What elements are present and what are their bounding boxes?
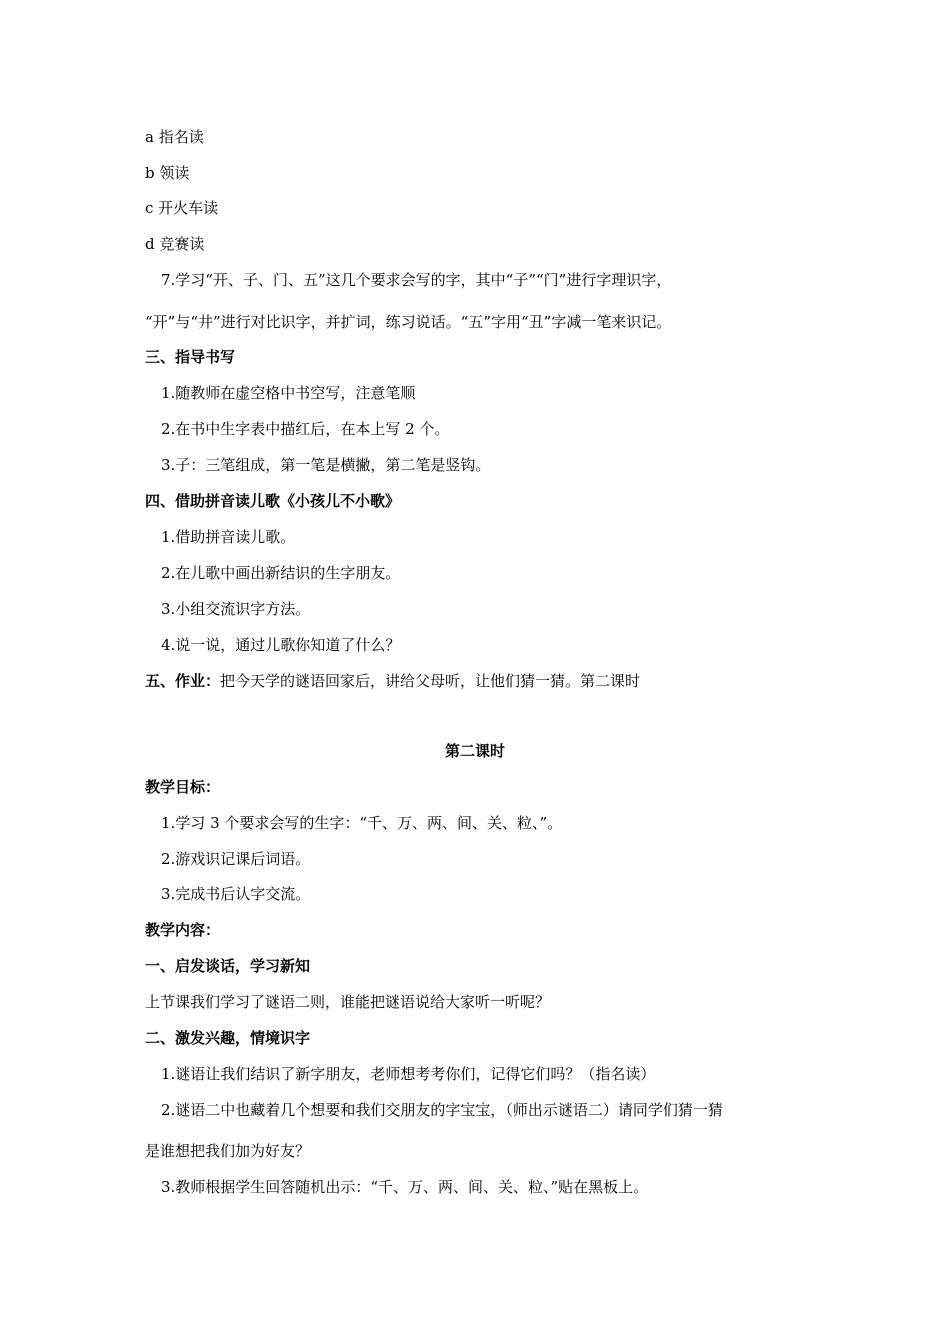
section3-item-2: 2.在书中生字表中描红后，在本上写 2 个。 [161,420,450,438]
step2-heading: 二、激发兴趣，情境识字 [145,1029,311,1047]
section4-item-2: 2.在儿歌中画出新结识的生字朋友。 [161,564,401,582]
section4-item-1: 1.借助拼音读儿歌。 [161,528,296,546]
item7-line1: 7.学习“开、子、门、五”这几个要求会写的字，其中“子”“门”进行字理识字， [161,271,672,289]
section4-item-3: 3.小组交流识字方法。 [161,600,311,618]
content-heading: 教学内容： [145,921,221,939]
goal-1: 1.学习 3 个要求会写的生字：“千、万、两、间、关、粒、”。 [161,814,563,832]
item7-line2: “开”与“井”进行对比识字，并扩词，练习说话。“五”字用“丑”字减一笔来识记。 [145,313,672,331]
read-method-d: d 竞赛读 [145,235,205,253]
section5-text: 把今天学的谜语回家后，讲给父母听，让他们猜一猜。第二课时 [220,672,641,690]
step1-heading: 一、启发谈话，学习新知 [145,957,311,975]
section5-label: 五、作业： [145,672,221,690]
section4-heading: 四、借助拼音读儿歌《小孩儿不小歌》 [145,492,401,510]
lesson2-title: 第二课时 [444,742,505,760]
goals-heading: 教学目标： [145,778,221,796]
read-method-a: a 指名读 [145,128,204,146]
goal-3: 3.完成书后认字交流。 [161,885,311,903]
section3-item-1: 1.随教师在虚空格中书空写，注意笔顺 [161,384,416,402]
read-method-c: c 开火车读 [145,199,219,217]
section4-item-4: 4.说一说，通过儿歌你知道了什么？ [161,636,401,654]
step1-text: 上节课我们学习了谜语二则，谁能把谜语说给大家听一听呢？ [145,993,551,1011]
step2-item-1: 1.谜语让我们结识了新字朋友，老师想考考你们，记得它们吗？（指名读） [161,1065,656,1083]
read-method-b: b 领读 [145,164,190,182]
step2-item-2-line2: 是谁想把我们加为好友？ [145,1142,311,1160]
step2-item-2-line1: 2.谜语二中也藏着几个想要和我们交朋友的字宝宝，（师出示谜语二）请同学们猜一猜 [161,1101,723,1119]
section5-line [145,671,640,691]
goal-2: 2.游戏识记课后词语。 [161,850,311,868]
section3-item-3: 3.子：三笔组成，第一笔是横撇，第二笔是竖钩。 [161,456,491,474]
section3-heading: 三、指导书写 [145,348,236,366]
step2-item-3: 3.教师根据学生回答随机出示：“千、万、两、间、关、粒、”贴在黑板上。 [161,1178,649,1196]
